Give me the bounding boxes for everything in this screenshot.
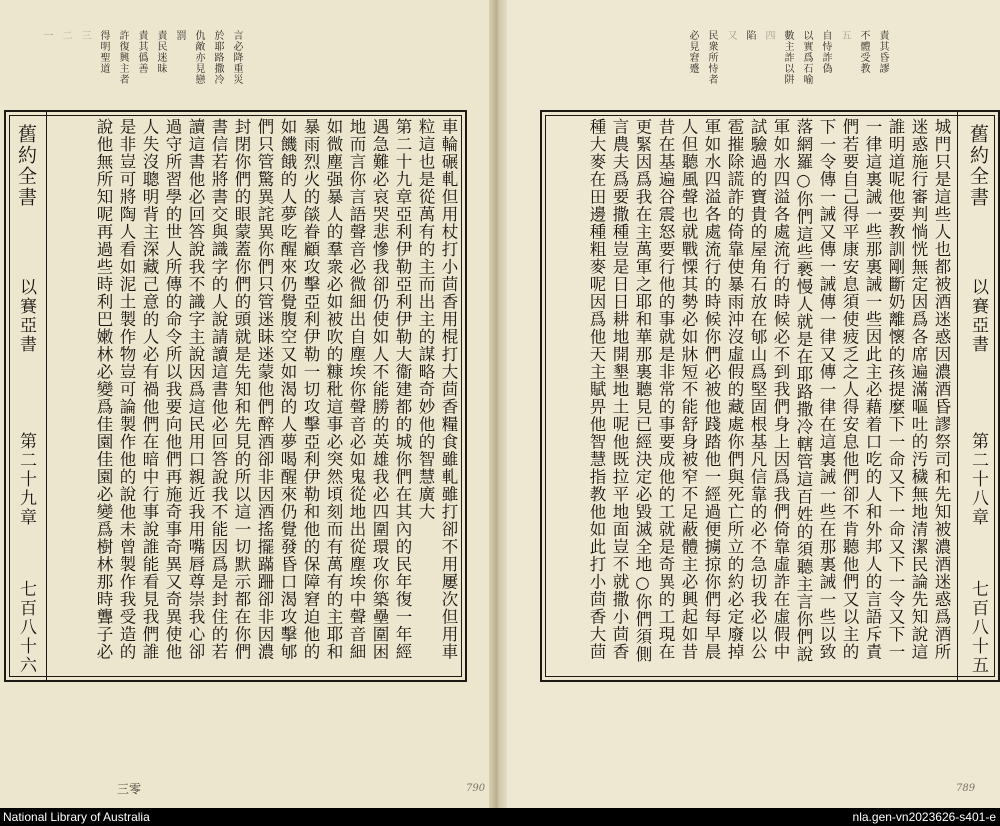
margin-note: 仇敵亦見戀	[193, 30, 204, 85]
left-body-text	[52, 118, 459, 674]
right-margin-notes	[686, 30, 888, 85]
text-column: 車輪碾軋但用杖打小茴香用棍打大茴香糧食雖軋雖打卻不用屢次但用車	[439, 118, 458, 661]
margin-note: 許復興主者	[117, 30, 128, 85]
text-column: 說他無所知呢再過些時利巴嫩林必變爲佳園佳園必變爲樹林那時聾子必	[94, 118, 113, 661]
right-text-frame	[540, 110, 1000, 682]
page-number: 七百八十六	[16, 580, 36, 675]
margin-note: 責其昏謬	[877, 30, 888, 74]
book-title: 以賽亞書	[968, 278, 988, 354]
margin-note-faint: 三	[79, 30, 90, 41]
text-column: 雹摧除謊詐的倚靠使暴雨沖沒虛假的藏處你們與死亡所立的約必定廢掉	[725, 118, 744, 661]
text-column: 試驗過的寶貴的屋角石放在郇山爲堅固根基凡信靠的必不急切我必以公	[748, 118, 767, 661]
margin-note-faint: 一	[41, 30, 52, 41]
chapter-label: 第二十九章	[16, 432, 36, 527]
margin-note: 陷	[744, 30, 755, 41]
text-column: 讀這書他必回答說我不識字主說因爲這民用口親近我用嘴唇尊崇我心卻	[186, 118, 205, 661]
book-title: 以賽亞書	[16, 278, 36, 354]
library-credit: National Library of Australia	[3, 810, 150, 824]
handwritten-page-number: 790	[466, 783, 486, 794]
text-column: 是非豈可將陶人看如泥土製作物豈可論製作他的說他未曾製作我受造的	[117, 118, 136, 661]
margin-note: 於耶路撒冷	[212, 30, 223, 85]
margin-note: 責其僞善	[136, 30, 147, 74]
running-title: 舊約全書	[15, 124, 37, 208]
text-column: 人失沒聰明背主深藏己意的人必有禍他們在暗中行事說誰能看見我們誰	[140, 118, 159, 661]
text-column: 如饑餓的人夢吃醒來仍覺腹空又如渴的人夢喝醒來仍覺發昏口渴攻擊郇	[278, 118, 297, 661]
margin-note-faint: 四	[763, 30, 774, 41]
margin-note: 得明聖道	[98, 30, 109, 74]
left-margin-notes	[40, 30, 242, 85]
margin-note: 言必降重災	[231, 30, 242, 85]
running-title: 舊約全書	[967, 124, 989, 208]
text-column: 地而言你言語聲音必微細出自塵埃你聲音必如鬼從地出從塵埃中聲音細	[347, 118, 366, 661]
text-column: 城門只是這些人也都被酒迷惑因濃酒昏謬祭司和先知被濃酒迷惑爲酒所	[932, 118, 951, 661]
credit-bar	[0, 808, 1000, 826]
footer-mark: 三零	[117, 782, 142, 796]
margin-note: 必見窘蹙	[687, 30, 698, 74]
margin-note: 自恃詐偽	[820, 30, 831, 74]
text-column: 言農夫爲要撒種豈是日日耕地開墾地土呢他既拉平地面豈不就撒小茴香	[610, 118, 629, 661]
text-column: 一律這裏誡一些那裏誡一些因此主必藉着口吃的人和外邦人的言語斥責	[863, 118, 882, 661]
left-page	[0, 0, 498, 808]
margin-note-faint: 二	[60, 30, 71, 41]
text-column: 封閉你們的眼蒙蓋你們的頭就是先知和先見的所以這一切默示都在你們	[232, 118, 251, 661]
margin-note: 民衆所恃者	[706, 30, 717, 85]
book-gutter	[489, 0, 507, 808]
text-column: 第二十九章亞利伊勒亞利伊勒大衞建都的城你們在其內的民年復一年經	[393, 118, 412, 661]
margin-note-faint: 又	[725, 30, 736, 41]
right-header-column	[957, 112, 998, 680]
text-column: 過守所習學的世人所傳的命令所以我要向他們再施奇事奇異又奇異使他	[163, 118, 182, 661]
page-number: 七百八十五	[968, 580, 988, 675]
margin-note: 不體受教	[858, 30, 869, 74]
chapter-label: 第二十八章	[968, 432, 988, 527]
margin-note: 罰	[174, 30, 185, 41]
text-column: 們若要自己得平康安息須使疲乏之人得安息他們卻不肯聽他們又以主的	[840, 118, 859, 661]
text-column: 們只管驚異詫異你們只管迷眛迷蒙他們醉酒卻非因酒搖擺蹣跚卻非因濃	[255, 118, 274, 661]
text-column: 粒這也是從萬有的主而出主的謀略奇妙他的智慧廣大	[416, 118, 435, 521]
text-column: 遇急難必哀哭悲慘我卻仍使如人不能勝的英雄我必四圍環攻你築壘圍困	[370, 118, 389, 661]
right-body-text	[548, 118, 952, 674]
margin-note: 數主詐以阱	[782, 30, 793, 85]
margin-note-faint: 五	[839, 30, 850, 41]
text-column: 軍如水四溢各處流行的時候你們必被他踐踏他一經過便擄掠你們每早晨	[702, 118, 721, 661]
text-column: 如微塵强暴人的羣衆必如被吹的糠秕這事必突然頃刻而有萬有的主耶和	[324, 118, 343, 661]
text-column: 書信若將書交與識字的人說請讀這書他必回答說我不能因爲是封住的若	[209, 118, 228, 661]
text-column: 軍如水四溢各處流行的時候必不到我們身上因爲我們倚靠虛詐在虛假中	[771, 118, 790, 661]
text-column: 下一令傳一誡又傳一誡傳一律又傳一律在這裏誡一些在那裏誡一些以致	[817, 118, 836, 661]
item-identifier: nla.gen-vn2023626-s401-e	[852, 810, 996, 824]
text-column: 迷惑施行審判惝恍無定因爲各席遍滿嘔吐的汚穢無地清潔民論先知說這	[909, 118, 928, 661]
text-column: 更緊因爲我在主萬軍之耶和華那裏聽見已經決定必毀滅全地○你們須側	[633, 118, 652, 663]
left-header-column	[6, 112, 47, 680]
handwritten-page-number: 789	[956, 783, 976, 794]
margin-note: 責民迷昧	[155, 30, 166, 74]
text-column: 誰明道呢他要教訓剛斷奶離懷的孩提麼下一命又下一命又下一令又下一	[886, 118, 905, 661]
text-column: 暴雨烈火的燄眷顧攻擊亞利伊勒一切攻擊亞利伊勒和他的保障窘迫他的	[301, 118, 320, 661]
text-column: 種大麥在田邊種粗麥呢因爲他天主賦畀他智慧指教他如此打小茴香大茴	[587, 118, 606, 661]
text-column: 昔在基遍谷震怒要行他的事就是非常的事要成他的工就是奇異的工現在	[656, 118, 675, 661]
text-column: 人但聽風聲也就戰慄其勢必如牀短不能舒身被窄不足蔽體主必興起如昔	[679, 118, 698, 661]
margin-note: 以實爲石喻	[801, 30, 812, 85]
text-column: 落網羅○你們這些褻慢人就是在耶路撒冷轄管這百姓的須聽主言你們說	[794, 118, 813, 663]
left-text-frame	[4, 110, 467, 682]
